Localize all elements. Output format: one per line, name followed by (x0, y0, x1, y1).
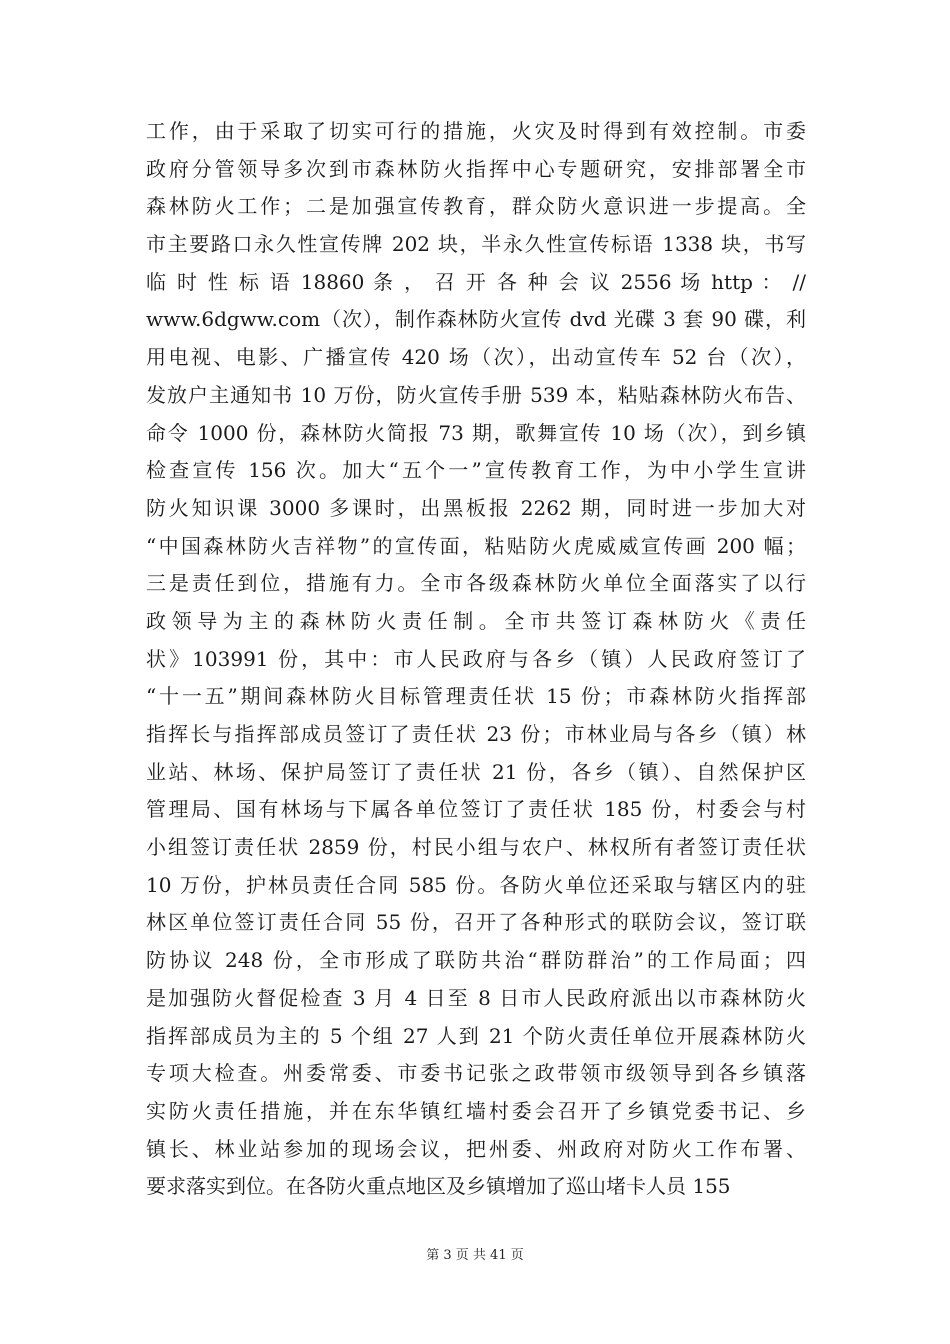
text-line: 实防火责任措施，并在东华镇红墙村委会召开了乡镇党委书记、乡 (146, 1098, 806, 1123)
text-line: “中国森林防火吉祥物”的宣传面，粘贴防火虎威威宣传画 200 幅； (146, 533, 806, 558)
text-line: 状》103991 份，其中：市人民政府与各乡（镇）人民政府签订了 (146, 646, 806, 671)
text-line: 发放户主通知书 10 万份，防火宣传手册 539 本，粘贴森林防火布告、 (146, 382, 806, 407)
text-line: 防协议 248 份，全市形成了联防共治“群防群治”的工作局面；四 (146, 948, 806, 973)
text-line: 政府分管领导多次到市森林防火指挥中心专题研究，安排部署全市 (146, 156, 806, 181)
text-line: 检查宣传 156 次。加大“五个一”宣传教育工作，为中小学生宣讲 (146, 458, 806, 483)
text-line: 林区单位签订责任合同 55 份，召开了各种形式的联防会议，签订联 (146, 910, 806, 935)
text-line: 小组签订责任状 2859 份，村民小组与农户、林权所有者签订责任状 (146, 835, 806, 860)
text-line: 指挥部成员为主的 5 个组 27 人到 21 个防火责任单位开展森林防火 (146, 1023, 806, 1048)
text-line: 要求落实到位。在各防火重点地区及乡镇增加了巡山堵卡人员 155 (146, 1174, 731, 1199)
text-line: www.6dgww.com（次），制作森林防火宣传 dvd 光碟 3 套 90 碟，利 (146, 307, 806, 332)
text-line: 市主要路口永久性宣传牌 202 块，半永久性宣传标语 1338 块，书写 (146, 232, 806, 257)
text-line: 命令 1000 份，森林防火简报 73 期，歌舞宣传 10 场（次），到乡镇 (146, 420, 806, 445)
text-line: 指挥长与指挥部成员签订了责任状 23 份；市林业局与各乡（镇）林 (146, 722, 806, 746)
text-line: 是加强防火督促检查 3 月 4 日至 8 日市人民政府派出以市森林防火 (146, 985, 806, 1010)
text-line: 森林防火工作；二是加强宣传教育，群众防火意识进一步提高。全 (146, 194, 806, 219)
text-line: 专项大检查。州委常委、市委书记张之政带领市级领导到各乡镇落 (146, 1061, 806, 1086)
text-line: 政领导为主的森林防火责任制。全市共签订森林防火《责任 (146, 608, 806, 633)
text-line: 业站、林场、保护局签订了责任状 21 份，各乡（镇）、自然保护区 (146, 759, 806, 784)
text-line: 三是责任到位，措施有力。全市各级森林防火单位全面落实了以行 (146, 571, 806, 596)
text-line: 临 时 性 标 语 18860 条 ， 召 开 各 种 会 议 2556 场 http ： // (146, 269, 806, 294)
text-line: 用电视、电影、广播宣传 420 场（次），出动宣传车 52 台（次）， (146, 345, 806, 370)
text-line: 10 万份，护林员责任合同 585 份。各防火单位还采取与辖区内的驻 (146, 872, 806, 897)
text-line: 工作，由于采取了切实可行的措施，火灾及时得到有效控制。市委 (146, 119, 806, 143)
page-number-footer: 第 3 页 共 41 页 (426, 1248, 524, 1263)
text-line: 管理局、国有林场与下属各单位签订了责任状 185 份，村委会与村 (146, 797, 806, 822)
text-line: 防火知识课 3000 多课时，出黑板报 2262 期，同时进一步加大对 (146, 495, 806, 520)
body-text (146, 113, 806, 1206)
text-line: “十一五”期间森林防火目标管理责任状 15 份；市森林防火指挥部 (146, 684, 806, 709)
text-line: 镇长、林业站参加的现场会议，把州委、州政府对防火工作布署、 (146, 1136, 806, 1161)
